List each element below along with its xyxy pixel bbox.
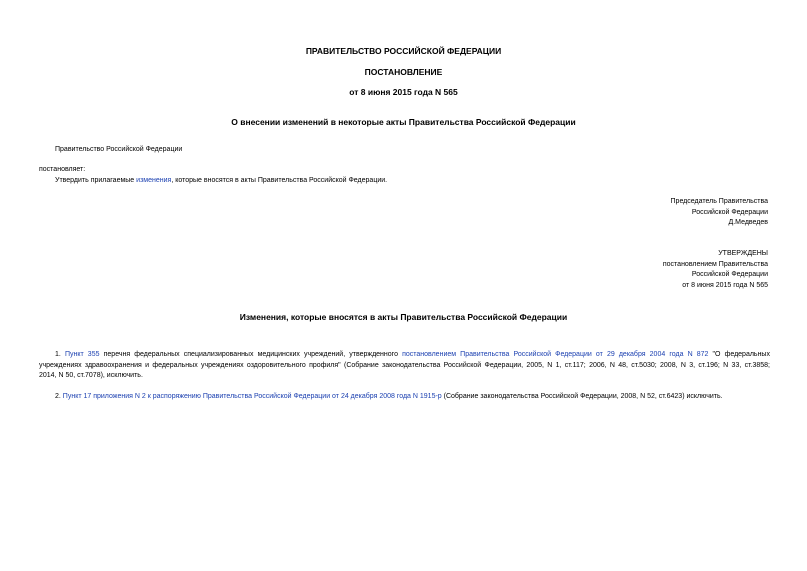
change-item-1-text-1: перечня федеральных специализированных медицинских учреждений, утвержденного <box>99 351 403 358</box>
approve-suffix: , которые вносятся в акты Правительства Российской Федерации. <box>171 177 388 184</box>
government-heading: ПРАВИТЕЛЬСТВО РОССИЙСКОЙ ФЕДЕРАЦИИ <box>305 46 502 56</box>
approved-line-3: Российской Федерации <box>691 271 768 278</box>
approved-line-4: от 8 июня 2015 года N 565 <box>682 281 768 289</box>
change-item-1-text-2: "О федеральных <box>708 351 770 358</box>
change-item-1-prefix: 1. <box>55 351 65 358</box>
doc-type-heading: ПОСТАНОВЛЕНИЕ <box>364 67 443 77</box>
document-title: О внесении изменений в некоторые акты Правительства Российской Федерации <box>231 117 576 127</box>
approved-line-2: постановлением Правительства <box>662 260 768 268</box>
signature-block <box>671 197 768 229</box>
date-number-heading: от 8 июня 2015 года N 565 <box>349 87 458 97</box>
change-item-1-line-3: 2014, N 50, ст.7078), исключить. <box>39 372 143 379</box>
changes-title: Изменения, которые вносятся в акты Правительства Российской Федерации <box>239 312 568 322</box>
issuer-text: Правительство Российской Федерации <box>55 146 183 153</box>
change-item-2-prefix: 2. <box>55 393 63 400</box>
change-item-1-line-2: учреждениях здравоохранения и федеральных учреждениях оздоровительного профиля" (Собрание законодательства Российской Федерации, 2005, N 1, ст.117; 2006, N 48, ст.5030; 2008, N 3, ст.196; N 33, ст.3858; <box>39 361 770 369</box>
resolution-872-link[interactable]: постановлением Правительства Российской Федерации от 29 декабря 2004 года N 872 <box>402 351 709 358</box>
change-item-2-text: (Собрание законодательства Российской Федерации, 2008, N 52, ст.6423) исключить. <box>441 393 723 400</box>
change-item-2 <box>55 393 723 400</box>
signature-line-3: Д.Медведев <box>728 219 768 226</box>
approve-changes-link[interactable]: изменения <box>136 177 172 184</box>
approve-prefix: Утвердить прилагаемые <box>55 177 137 184</box>
signature-line-2: Российской Федерации <box>691 208 768 216</box>
order-1915-link[interactable]: Пункт 17 приложения N 2 к распоряжению Правительства Российской Федерации от 24 декабря 2008 года N 1915-р <box>62 393 442 400</box>
approved-line-1: УТВЕРЖДЕНЫ <box>718 250 768 257</box>
signature-line-1: Председатель Правительства <box>670 198 768 205</box>
approved-block <box>663 249 768 291</box>
decrees-text: постановляет: <box>39 166 86 173</box>
change-item-1-line-1 <box>39 350 770 361</box>
item-355-link[interactable]: Пункт 355 <box>64 351 100 358</box>
change-item-1 <box>39 350 770 382</box>
approve-paragraph <box>55 177 387 184</box>
